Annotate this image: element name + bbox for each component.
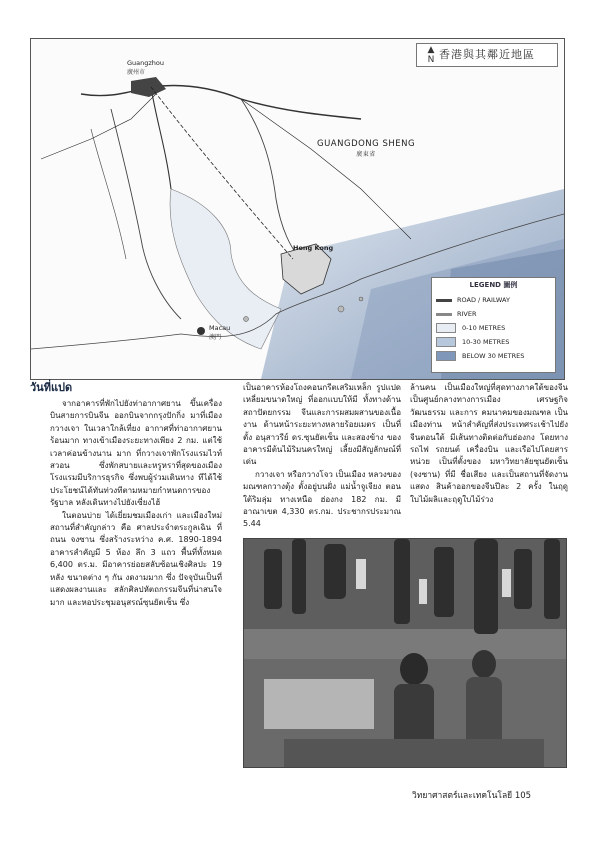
- legend-swatch: [436, 323, 456, 333]
- text-column-3: [410, 382, 568, 506]
- paragraph: เป็นอาคารห้องโถงคอนกรีตเสริมเหล็ก รูปแปดเหลี่ยมขนาดใหญ่ ที่ออกแบบให้มี ทั้งทางด้านสถาปัตยกรรม จีนและการผสมผสานของเนื้องาน ด้านหน้าระยะทางหลายร้อยเมตร เป็นที่ตั้ง อนุสาวรีย์ ดร.ซุนยัตเซ็น และสองข้าง ของอาคารมีต้นไม้ริมนครใหญ่ เลี้ยงมีสัญลักษณ์ที่เด่น: [243, 383, 401, 467]
- section-title: วันที่แปด: [30, 381, 73, 394]
- paragraph: ล้านคน เป็นเมืองใหญ่ที่สุดทางภาคใต้ของจีน เป็นศูนย์กลางทางการเมือง เศรษฐกิจวัฒนธรรม และการ คมนาคมของมณฑล เป็นเมืองท่าน หน้าสำคัญที่ส่งประเทศระเช้าไปยัง จีนตอนใต้ มีเส้นทางติดต่อกับฮ่องกง โดยทางรถไฟ รถยนต์ เครื่องบิน และเรือไปโดยสารหน่วย เป็นที่ตั้งของ มหาวิทยาลัยซุนยัตเซ็น (จงซาน) ที่มี ชื่อเสียง และเป็นสถานที่จัดงานแสดง สินค้าออกของจีนปีละ 2 ครั้ง ในฤดู ใบไม้ผลิและฤดูใบไม้ร่วง: [410, 383, 568, 504]
- guangzhou-city-area: [131, 77, 166, 97]
- compass-icon: ▲ N: [427, 45, 435, 65]
- legend-title: LEGEND 圖例: [469, 281, 518, 289]
- label-guangdong-sheng: GUANGDONG SHENG 廣東省: [317, 139, 416, 158]
- macau-marker: [197, 327, 205, 335]
- label-guangzhou: Guangzhou 廣州市: [127, 59, 165, 76]
- paragraph: จากอาคารที่พักไปยังท่าอากาศยาน ขึ้นเครื่องบินสายการบินจีน ออกบินจากกรุงปักกิ่ง มาที่เมืองกวางเจา ในเวลาใกล้เที่ยง อากาศที่ท่าอากาศยานร้อนมาก ทางเข้าเมืองระยะทางเพียง 2 กม. แต่ใช้เวลาค่อนข้างนาน มาก ที่กวางเจาพักโรงแรมไวท์สวอน ซึ่งพักสบายและหรูหราที่สุดของเมือง โรงแรมมีบริการธุรกิจ ซึ่งพบผู้ร่วมเดินทาง ทีได้ใช้ประโยชน์ได้ทันท่วงทีตามหมายกำหนดการของรัฐบาล หลังเดินทางไปยังเซี่ยงไฮ้: [50, 399, 222, 508]
- market-photo: [243, 538, 567, 768]
- text-column-1: [50, 398, 222, 609]
- legend-swatch: [436, 299, 452, 302]
- page-footer: วิทยาศาสตร์และเทคโนโลยี 105: [412, 791, 532, 801]
- legend-item: RIVER: [436, 307, 551, 321]
- label-hong-kong: Hong Kong: [293, 244, 334, 252]
- label-macau: Macau 澳門: [209, 324, 231, 341]
- legend-swatch: [436, 337, 456, 347]
- market-photo-image: [244, 539, 566, 767]
- map-title: 香港與其鄰近地區: [416, 43, 558, 67]
- legend-swatch: [436, 351, 456, 361]
- legend-item: BELOW 30 METRES: [436, 349, 551, 363]
- legend-swatch: [436, 313, 452, 316]
- text-column-2: [243, 382, 401, 531]
- paragraph: กวางเจา หรือกวางโจว เป็นเมือง หลวงของมณฑลกวางตุ้ง ตั้งอยู่บนฝั่ง แม่น้ำจูเจียง ตอนใต้ริมลุ่ม ทางเหนือ ฮ่องกง 182 กม. มีอาณาเขต 4,330 ตร.กม. ประชากรประมาณ 5.44: [243, 469, 401, 529]
- river-line: [81, 86, 361, 120]
- legend-item: 10-30 METRES: [436, 335, 551, 349]
- map-legend: [431, 277, 556, 373]
- legend-item: 0-10 METRES: [436, 321, 551, 335]
- legend-item: ROAD / RAILWAY: [436, 293, 551, 307]
- paragraph: ในตอนบ่าย ได้เยี่ยมชมเมืองเก่า และเมืองใหม่ สถานที่สำคัญกล่าว คือ ศาลประจำตระกูลเฉิน ที่ถนน จงซาน ซึ่งสร้างระหว่าง ค.ศ. 1890-1894 อาคารสำคัญมี 5 ห้อง ลึก 3 แถว พื้นที่ทั้งหมด 6,400 ตร.ม. มีอาคารย่อยสลับซ้อนเชิงศิลปะ 19 หลัง ขนาดต่าง ๆ กัน งดงามมาก ซึ่ง ปัจจุบันเป็นที่แสดงผลงานและ สลักศิลปหัตถกรรมจีนที่น่าสนใจมาก และหอประชุมอนุสรณ์ซุนยัตเซ็น ซึ่ง: [50, 510, 222, 607]
- map-figure: [30, 38, 565, 380]
